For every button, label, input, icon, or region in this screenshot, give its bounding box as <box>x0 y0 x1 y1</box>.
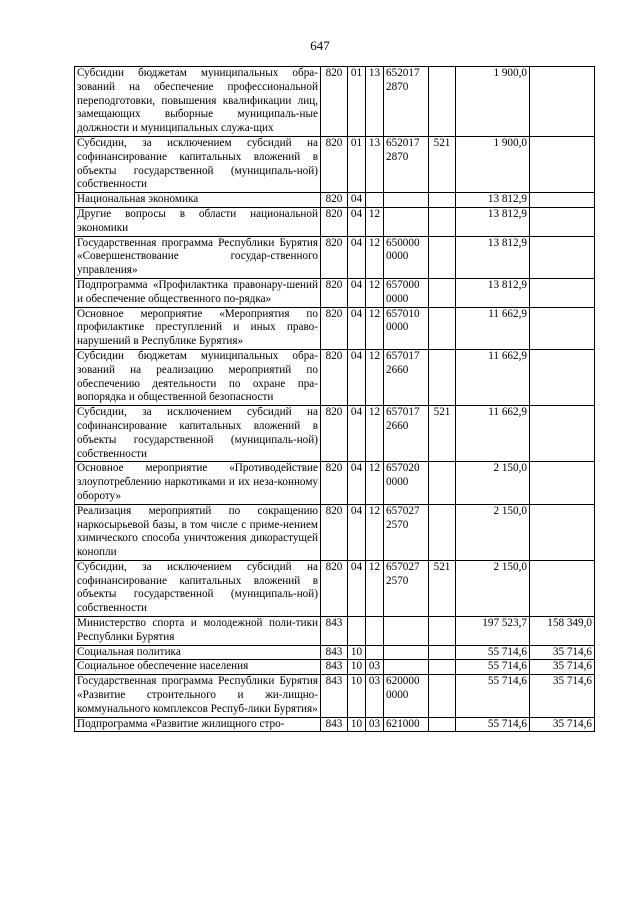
row-amount-2018-cell <box>530 193 595 208</box>
row-section-cell: 04 <box>348 560 366 616</box>
table-row <box>75 207 595 236</box>
row-amount-2017-cell: 2 150,0 <box>456 560 530 616</box>
row-name-cell: Министерство спорта и молодежной поли-тики Республики Бурятия <box>75 617 321 646</box>
row-expense-type-cell <box>429 236 456 278</box>
row-amount-2017-cell: 2 150,0 <box>456 504 530 560</box>
row-section-cell: 04 <box>348 307 366 349</box>
row-expense-type-cell <box>429 307 456 349</box>
row-name-cell: Основное мероприятие «Мероприятия по профилактике преступлений и иных право-нарушений в Республике Бурятия» <box>75 307 321 349</box>
row-amount-2018-cell <box>530 462 595 504</box>
row-amount-2017-cell: 55 714,6 <box>456 645 530 660</box>
table-row <box>75 675 595 717</box>
row-code-cell: 820 <box>321 307 348 349</box>
row-target-cell <box>384 207 429 236</box>
row-code-cell: 820 <box>321 207 348 236</box>
row-amount-2017-cell: 11 662,9 <box>456 349 530 405</box>
row-target-cell <box>384 645 429 660</box>
row-expense-type-cell: 521 <box>429 406 456 462</box>
row-section-cell: 04 <box>348 462 366 504</box>
row-code-cell: 820 <box>321 462 348 504</box>
row-amount-2018-cell: 35 714,6 <box>530 675 595 717</box>
row-name-cell: Реализация мероприятий по сокращению наркосырьевой базы, в том числе с приме-нением химического способа уничтожения дикорастущей конопли <box>75 504 321 560</box>
row-amount-2018-cell <box>530 136 595 192</box>
row-amount-2017-cell: 1 900,0 <box>456 67 530 137</box>
row-name-cell: Социальное обеспечение населения <box>75 660 321 675</box>
row-amount-2018-cell <box>530 67 595 137</box>
row-amount-2018-cell <box>530 278 595 307</box>
row-subsection-cell: 12 <box>366 560 384 616</box>
row-code-cell: 843 <box>321 645 348 660</box>
table-row <box>75 645 595 660</box>
row-subsection-cell: 12 <box>366 462 384 504</box>
row-section-cell: 04 <box>348 278 366 307</box>
row-code-cell: 820 <box>321 67 348 137</box>
row-expense-type-cell: 521 <box>429 560 456 616</box>
row-amount-2018-cell <box>530 207 595 236</box>
row-amount-2018-cell <box>530 560 595 616</box>
row-target-cell: 620000 0000 <box>384 675 429 717</box>
row-section-cell: 10 <box>348 660 366 675</box>
budget-table <box>74 66 595 732</box>
row-expense-type-cell <box>429 67 456 137</box>
table-row <box>75 560 595 616</box>
table-row <box>75 504 595 560</box>
row-amount-2017-cell: 11 662,9 <box>456 406 530 462</box>
row-section-cell: 10 <box>348 717 366 732</box>
row-name-cell: Другие вопросы в области национальной экономики <box>75 207 321 236</box>
table-row <box>75 136 595 192</box>
row-section-cell: 10 <box>348 645 366 660</box>
row-subsection-cell: 12 <box>366 307 384 349</box>
row-amount-2017-cell: 13 812,9 <box>456 278 530 307</box>
row-expense-type-cell <box>429 660 456 675</box>
table-row <box>75 660 595 675</box>
row-target-cell <box>384 193 429 208</box>
row-amount-2018-cell: 35 714,6 <box>530 660 595 675</box>
table-row <box>75 406 595 462</box>
row-amount-2017-cell: 55 714,6 <box>456 675 530 717</box>
row-amount-2018-cell <box>530 406 595 462</box>
table-row <box>75 236 595 278</box>
row-name-cell: Субсидии, за исключением субсидий на софинансирование капитальных вложений в объекты государственной (муниципаль-ной) собственности <box>75 560 321 616</box>
table-row <box>75 462 595 504</box>
row-subsection-cell <box>366 617 384 646</box>
row-amount-2017-cell: 11 662,9 <box>456 307 530 349</box>
row-expense-type-cell <box>429 675 456 717</box>
row-subsection-cell <box>366 193 384 208</box>
row-section-cell: 04 <box>348 207 366 236</box>
row-subsection-cell: 13 <box>366 136 384 192</box>
row-target-cell: 652017 2870 <box>384 67 429 137</box>
row-code-cell: 843 <box>321 717 348 732</box>
row-section-cell: 04 <box>348 406 366 462</box>
table-row <box>75 349 595 405</box>
row-section-cell: 04 <box>348 193 366 208</box>
row-code-cell: 820 <box>321 349 348 405</box>
row-section-cell: 04 <box>348 236 366 278</box>
row-name-cell: Подпрограмма «Профилактика правонару-шений и обеспечение общественного по-рядка» <box>75 278 321 307</box>
row-expense-type-cell <box>429 645 456 660</box>
row-name-cell: Государственная программа Республики Бурятия «Совершенствование государ-ственного управления» <box>75 236 321 278</box>
row-code-cell: 820 <box>321 193 348 208</box>
row-amount-2017-cell: 55 714,6 <box>456 660 530 675</box>
row-amount-2017-cell: 55 714,6 <box>456 717 530 732</box>
row-target-cell: 657010 0000 <box>384 307 429 349</box>
row-target-cell: 652017 2870 <box>384 136 429 192</box>
row-name-cell: Субсидии бюджетам муниципальных обра-зований на обеспечение профессиональной переподготовки, повышения квалификации лиц, замещающих выборные муниципаль-ные должности и муниципальных служа-щих <box>75 67 321 137</box>
row-expense-type-cell <box>429 462 456 504</box>
row-subsection-cell: 12 <box>366 278 384 307</box>
row-target-cell: 657017 2660 <box>384 349 429 405</box>
row-code-cell: 820 <box>321 278 348 307</box>
row-target-cell: 657017 2660 <box>384 406 429 462</box>
row-target-cell: 621000 <box>384 717 429 732</box>
row-code-cell: 820 <box>321 560 348 616</box>
table-row <box>75 617 595 646</box>
row-name-cell: Подпрограмма «Развитие жилищного стро- <box>75 717 321 732</box>
row-expense-type-cell <box>429 278 456 307</box>
row-target-cell: 650000 0000 <box>384 236 429 278</box>
row-amount-2018-cell: 158 349,0 <box>530 617 595 646</box>
row-amount-2018-cell: 35 714,6 <box>530 717 595 732</box>
row-subsection-cell <box>366 645 384 660</box>
row-section-cell <box>348 617 366 646</box>
row-expense-type-cell <box>429 617 456 646</box>
row-section-cell: 10 <box>348 675 366 717</box>
row-section-cell: 01 <box>348 67 366 137</box>
row-name-cell: Основное мероприятие «Противодействие злоупотреблению наркотиками и их неза-конному обороту» <box>75 462 321 504</box>
row-expense-type-cell <box>429 349 456 405</box>
row-name-cell: Национальная экономика <box>75 193 321 208</box>
row-name-cell: Социальная политика <box>75 645 321 660</box>
row-code-cell: 820 <box>321 406 348 462</box>
row-subsection-cell: 03 <box>366 717 384 732</box>
row-amount-2017-cell: 1 900,0 <box>456 136 530 192</box>
row-amount-2018-cell <box>530 504 595 560</box>
row-code-cell: 843 <box>321 617 348 646</box>
budget-table-body <box>75 67 595 732</box>
row-target-cell <box>384 617 429 646</box>
row-target-cell <box>384 660 429 675</box>
page-number: 647 <box>310 38 330 53</box>
row-code-cell: 820 <box>321 236 348 278</box>
row-expense-type-cell: 521 <box>429 136 456 192</box>
row-expense-type-cell <box>429 717 456 732</box>
row-section-cell: 04 <box>348 504 366 560</box>
row-subsection-cell: 12 <box>366 207 384 236</box>
row-name-cell: Субсидии, за исключением субсидий на софинансирование капитальных вложений в объекты государственной (муниципаль-ной) собственности <box>75 136 321 192</box>
row-subsection-cell: 12 <box>366 349 384 405</box>
row-amount-2017-cell: 13 812,9 <box>456 193 530 208</box>
row-target-cell: 657020 0000 <box>384 462 429 504</box>
row-target-cell: 657027 2570 <box>384 560 429 616</box>
row-subsection-cell: 03 <box>366 675 384 717</box>
table-row <box>75 278 595 307</box>
row-amount-2017-cell: 197 523,7 <box>456 617 530 646</box>
row-expense-type-cell <box>429 207 456 236</box>
table-row <box>75 193 595 208</box>
row-expense-type-cell <box>429 193 456 208</box>
row-subsection-cell: 12 <box>366 236 384 278</box>
row-amount-2018-cell <box>530 236 595 278</box>
row-amount-2017-cell: 2 150,0 <box>456 462 530 504</box>
row-subsection-cell: 12 <box>366 504 384 560</box>
row-amount-2017-cell: 13 812,9 <box>456 236 530 278</box>
table-row <box>75 67 595 137</box>
row-expense-type-cell <box>429 504 456 560</box>
row-amount-2017-cell: 13 812,9 <box>456 207 530 236</box>
table-row <box>75 307 595 349</box>
row-amount-2018-cell <box>530 307 595 349</box>
row-code-cell: 843 <box>321 660 348 675</box>
row-amount-2018-cell <box>530 349 595 405</box>
row-amount-2018-cell: 35 714,6 <box>530 645 595 660</box>
table-row <box>75 717 595 732</box>
row-subsection-cell: 03 <box>366 660 384 675</box>
row-code-cell: 820 <box>321 136 348 192</box>
row-name-cell: Государственная программа Республики Бурятия «Развитие строительного и жи-лищно-коммунального комплексов Респуб-лики Бурятия» <box>75 675 321 717</box>
row-name-cell: Субсидии бюджетам муниципальных обра-зований на реализацию мероприятий по обеспечению деятельности по охране пра-вопорядка и общественной безопасности <box>75 349 321 405</box>
row-subsection-cell: 13 <box>366 67 384 137</box>
row-section-cell: 04 <box>348 349 366 405</box>
row-subsection-cell: 12 <box>366 406 384 462</box>
row-target-cell: 657000 0000 <box>384 278 429 307</box>
row-code-cell: 843 <box>321 675 348 717</box>
row-name-cell: Субсидии, за исключением субсидий на софинансирование капитальных вложений в объекты государственной (муниципаль-ной) собственности <box>75 406 321 462</box>
row-section-cell: 01 <box>348 136 366 192</box>
row-target-cell: 657027 2570 <box>384 504 429 560</box>
row-code-cell: 820 <box>321 504 348 560</box>
